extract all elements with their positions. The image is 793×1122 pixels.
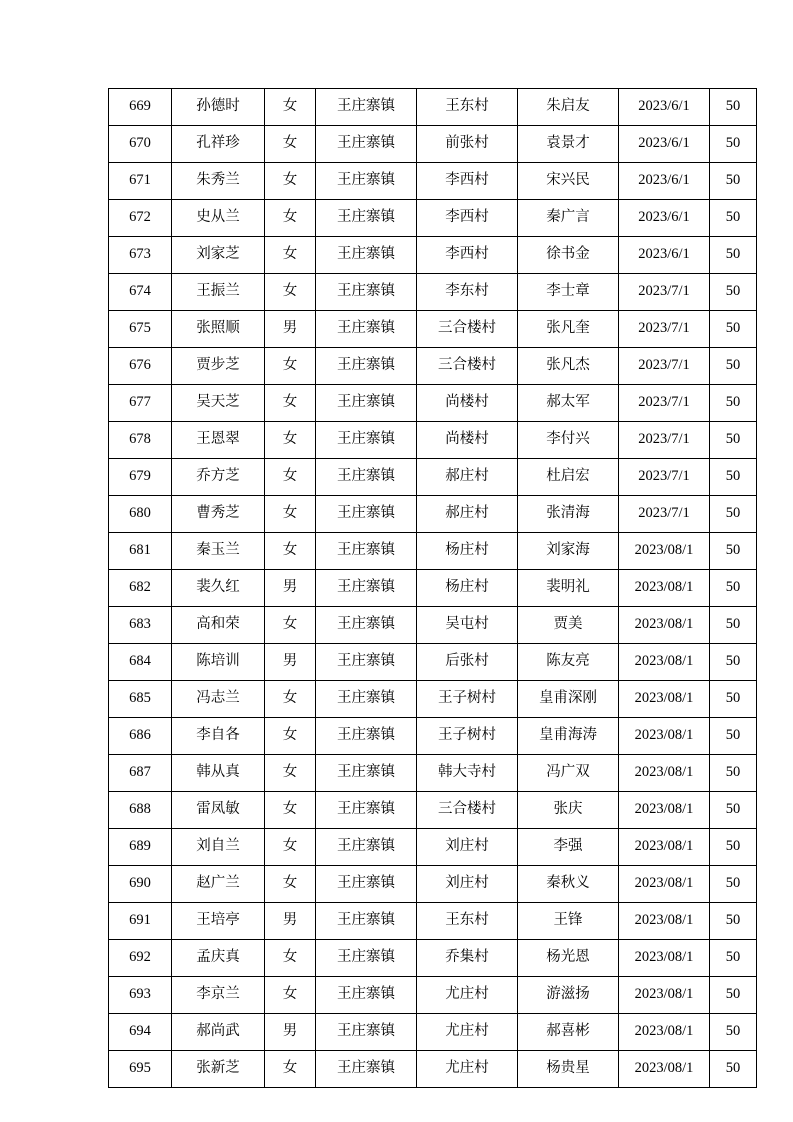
table-row <box>109 533 757 570</box>
cell-village: 王东村 <box>417 903 518 940</box>
cell-seq: 685 <box>109 681 172 718</box>
cell-seq: 678 <box>109 422 172 459</box>
cell-gender: 女 <box>265 681 316 718</box>
cell-village: 尚楼村 <box>417 422 518 459</box>
cell-date: 2023/7/1 <box>619 422 710 459</box>
table-row <box>109 496 757 533</box>
roster-table-body <box>109 89 757 1088</box>
table-row <box>109 163 757 200</box>
cell-amount: 50 <box>710 903 757 940</box>
cell-seq: 692 <box>109 940 172 977</box>
table-row <box>109 829 757 866</box>
cell-amount: 50 <box>710 163 757 200</box>
cell-gender: 男 <box>265 644 316 681</box>
cell-village: 三合楼村 <box>417 311 518 348</box>
cell-seq: 670 <box>109 126 172 163</box>
cell-seq: 671 <box>109 163 172 200</box>
table-row <box>109 570 757 607</box>
cell-name: 吴天芝 <box>172 385 265 422</box>
cell-seq: 690 <box>109 866 172 903</box>
cell-relative: 宋兴民 <box>518 163 619 200</box>
table-row <box>109 755 757 792</box>
cell-relative: 游滋扬 <box>518 977 619 1014</box>
cell-date: 2023/08/1 <box>619 903 710 940</box>
cell-date: 2023/08/1 <box>619 1051 710 1088</box>
cell-date: 2023/08/1 <box>619 644 710 681</box>
cell-seq: 676 <box>109 348 172 385</box>
cell-gender: 女 <box>265 496 316 533</box>
cell-village: 王子树村 <box>417 681 518 718</box>
roster-table <box>108 88 757 1088</box>
cell-town: 王庄寨镇 <box>316 422 417 459</box>
cell-amount: 50 <box>710 607 757 644</box>
cell-name: 裴久红 <box>172 570 265 607</box>
cell-name: 孙德时 <box>172 89 265 126</box>
cell-amount: 50 <box>710 311 757 348</box>
cell-town: 王庄寨镇 <box>316 644 417 681</box>
cell-gender: 女 <box>265 866 316 903</box>
cell-town: 王庄寨镇 <box>316 755 417 792</box>
cell-relative: 张庆 <box>518 792 619 829</box>
table-row <box>109 274 757 311</box>
cell-village: 王子树村 <box>417 718 518 755</box>
cell-relative: 王锋 <box>518 903 619 940</box>
cell-village: 尤庄村 <box>417 1014 518 1051</box>
cell-gender: 女 <box>265 126 316 163</box>
cell-name: 张新芝 <box>172 1051 265 1088</box>
cell-relative: 李付兴 <box>518 422 619 459</box>
cell-seq: 691 <box>109 903 172 940</box>
cell-amount: 50 <box>710 829 757 866</box>
cell-town: 王庄寨镇 <box>316 1014 417 1051</box>
cell-date: 2023/6/1 <box>619 163 710 200</box>
cell-seq: 681 <box>109 533 172 570</box>
cell-village: 李西村 <box>417 237 518 274</box>
cell-seq: 688 <box>109 792 172 829</box>
cell-amount: 50 <box>710 274 757 311</box>
cell-gender: 男 <box>265 570 316 607</box>
cell-gender: 男 <box>265 1014 316 1051</box>
cell-amount: 50 <box>710 681 757 718</box>
table-row <box>109 681 757 718</box>
cell-date: 2023/08/1 <box>619 681 710 718</box>
cell-gender: 女 <box>265 274 316 311</box>
cell-town: 王庄寨镇 <box>316 718 417 755</box>
cell-village: 尚楼村 <box>417 385 518 422</box>
cell-gender: 女 <box>265 829 316 866</box>
table-row <box>109 126 757 163</box>
cell-town: 王庄寨镇 <box>316 903 417 940</box>
cell-town: 王庄寨镇 <box>316 200 417 237</box>
cell-seq: 694 <box>109 1014 172 1051</box>
cell-town: 王庄寨镇 <box>316 829 417 866</box>
cell-date: 2023/6/1 <box>619 126 710 163</box>
cell-village: 杨庄村 <box>417 533 518 570</box>
cell-town: 王庄寨镇 <box>316 977 417 1014</box>
cell-name: 李京兰 <box>172 977 265 1014</box>
cell-amount: 50 <box>710 496 757 533</box>
cell-village: 刘庄村 <box>417 866 518 903</box>
cell-name: 赵广兰 <box>172 866 265 903</box>
cell-seq: 680 <box>109 496 172 533</box>
cell-relative: 陈友亮 <box>518 644 619 681</box>
cell-relative: 秦秋义 <box>518 866 619 903</box>
cell-relative: 裴明礼 <box>518 570 619 607</box>
table-row <box>109 718 757 755</box>
cell-seq: 683 <box>109 607 172 644</box>
cell-seq: 693 <box>109 977 172 1014</box>
cell-town: 王庄寨镇 <box>316 237 417 274</box>
cell-amount: 50 <box>710 385 757 422</box>
table-row <box>109 422 757 459</box>
cell-town: 王庄寨镇 <box>316 866 417 903</box>
cell-town: 王庄寨镇 <box>316 792 417 829</box>
cell-amount: 50 <box>710 237 757 274</box>
table-row <box>109 903 757 940</box>
cell-date: 2023/6/1 <box>619 200 710 237</box>
cell-village: 杨庄村 <box>417 570 518 607</box>
cell-name: 孟庆真 <box>172 940 265 977</box>
cell-name: 秦玉兰 <box>172 533 265 570</box>
cell-town: 王庄寨镇 <box>316 607 417 644</box>
cell-name: 乔方芝 <box>172 459 265 496</box>
table-row <box>109 89 757 126</box>
cell-village: 郝庄村 <box>417 496 518 533</box>
cell-date: 2023/08/1 <box>619 977 710 1014</box>
cell-amount: 50 <box>710 533 757 570</box>
cell-village: 前张村 <box>417 126 518 163</box>
cell-date: 2023/08/1 <box>619 940 710 977</box>
cell-village: 后张村 <box>417 644 518 681</box>
cell-name: 朱秀兰 <box>172 163 265 200</box>
cell-town: 王庄寨镇 <box>316 940 417 977</box>
cell-relative: 冯广双 <box>518 755 619 792</box>
table-row <box>109 1014 757 1051</box>
cell-village: 郝庄村 <box>417 459 518 496</box>
cell-name: 刘家芝 <box>172 237 265 274</box>
cell-town: 王庄寨镇 <box>316 459 417 496</box>
cell-village: 尤庄村 <box>417 1051 518 1088</box>
cell-relative: 刘家海 <box>518 533 619 570</box>
cell-town: 王庄寨镇 <box>316 311 417 348</box>
cell-date: 2023/7/1 <box>619 459 710 496</box>
cell-gender: 女 <box>265 385 316 422</box>
cell-date: 2023/08/1 <box>619 755 710 792</box>
cell-amount: 50 <box>710 866 757 903</box>
cell-seq: 695 <box>109 1051 172 1088</box>
cell-name: 张照顺 <box>172 311 265 348</box>
cell-amount: 50 <box>710 422 757 459</box>
table-row <box>109 311 757 348</box>
cell-name: 冯志兰 <box>172 681 265 718</box>
cell-village: 李东村 <box>417 274 518 311</box>
cell-amount: 50 <box>710 755 757 792</box>
cell-seq: 682 <box>109 570 172 607</box>
cell-town: 王庄寨镇 <box>316 533 417 570</box>
cell-amount: 50 <box>710 1014 757 1051</box>
cell-seq: 677 <box>109 385 172 422</box>
cell-gender: 女 <box>265 607 316 644</box>
cell-date: 2023/7/1 <box>619 496 710 533</box>
cell-town: 王庄寨镇 <box>316 496 417 533</box>
table-row <box>109 644 757 681</box>
cell-name: 高和荣 <box>172 607 265 644</box>
cell-town: 王庄寨镇 <box>316 1051 417 1088</box>
cell-date: 2023/6/1 <box>619 89 710 126</box>
cell-relative: 杜启宏 <box>518 459 619 496</box>
cell-town: 王庄寨镇 <box>316 681 417 718</box>
cell-relative: 皇甫海涛 <box>518 718 619 755</box>
cell-amount: 50 <box>710 459 757 496</box>
cell-relative: 贾美 <box>518 607 619 644</box>
table-row <box>109 792 757 829</box>
cell-relative: 皇甫深刚 <box>518 681 619 718</box>
cell-date: 2023/08/1 <box>619 866 710 903</box>
table-row <box>109 200 757 237</box>
cell-date: 2023/08/1 <box>619 792 710 829</box>
cell-village: 刘庄村 <box>417 829 518 866</box>
cell-gender: 女 <box>265 977 316 1014</box>
cell-date: 2023/08/1 <box>619 829 710 866</box>
cell-gender: 女 <box>265 163 316 200</box>
cell-name: 孔祥珍 <box>172 126 265 163</box>
cell-name: 李自各 <box>172 718 265 755</box>
cell-town: 王庄寨镇 <box>316 348 417 385</box>
cell-town: 王庄寨镇 <box>316 89 417 126</box>
cell-date: 2023/7/1 <box>619 274 710 311</box>
cell-gender: 女 <box>265 718 316 755</box>
cell-relative: 张清海 <box>518 496 619 533</box>
cell-amount: 50 <box>710 644 757 681</box>
cell-village: 李西村 <box>417 200 518 237</box>
cell-town: 王庄寨镇 <box>316 570 417 607</box>
cell-seq: 687 <box>109 755 172 792</box>
cell-gender: 女 <box>265 533 316 570</box>
cell-village: 三合楼村 <box>417 348 518 385</box>
cell-relative: 李士章 <box>518 274 619 311</box>
cell-seq: 686 <box>109 718 172 755</box>
table-row <box>109 1051 757 1088</box>
table-row <box>109 385 757 422</box>
cell-gender: 女 <box>265 89 316 126</box>
cell-seq: 674 <box>109 274 172 311</box>
cell-gender: 女 <box>265 459 316 496</box>
cell-name: 刘自兰 <box>172 829 265 866</box>
cell-relative: 杨光恩 <box>518 940 619 977</box>
cell-seq: 669 <box>109 89 172 126</box>
cell-village: 乔集村 <box>417 940 518 977</box>
cell-town: 王庄寨镇 <box>316 274 417 311</box>
cell-name: 曹秀芝 <box>172 496 265 533</box>
cell-date: 2023/08/1 <box>619 1014 710 1051</box>
cell-date: 2023/7/1 <box>619 311 710 348</box>
cell-relative: 秦广言 <box>518 200 619 237</box>
cell-gender: 女 <box>265 1051 316 1088</box>
cell-relative: 张凡奎 <box>518 311 619 348</box>
table-row <box>109 459 757 496</box>
cell-date: 2023/6/1 <box>619 237 710 274</box>
cell-name: 贾步芝 <box>172 348 265 385</box>
cell-village: 尤庄村 <box>417 977 518 1014</box>
cell-relative: 郝太军 <box>518 385 619 422</box>
cell-amount: 50 <box>710 977 757 1014</box>
cell-seq: 689 <box>109 829 172 866</box>
table-row <box>109 866 757 903</box>
cell-date: 2023/08/1 <box>619 533 710 570</box>
cell-relative: 张凡杰 <box>518 348 619 385</box>
cell-amount: 50 <box>710 570 757 607</box>
cell-gender: 女 <box>265 940 316 977</box>
cell-seq: 673 <box>109 237 172 274</box>
cell-name: 王振兰 <box>172 274 265 311</box>
cell-town: 王庄寨镇 <box>316 385 417 422</box>
table-row <box>109 940 757 977</box>
cell-gender: 女 <box>265 792 316 829</box>
cell-relative: 杨贵星 <box>518 1051 619 1088</box>
cell-date: 2023/7/1 <box>619 348 710 385</box>
cell-gender: 女 <box>265 348 316 385</box>
cell-village: 韩大寺村 <box>417 755 518 792</box>
cell-gender: 男 <box>265 903 316 940</box>
cell-village: 吴屯村 <box>417 607 518 644</box>
cell-gender: 男 <box>265 311 316 348</box>
table-row <box>109 607 757 644</box>
cell-gender: 女 <box>265 422 316 459</box>
cell-relative: 李强 <box>518 829 619 866</box>
cell-gender: 女 <box>265 200 316 237</box>
cell-name: 王培亭 <box>172 903 265 940</box>
cell-name: 郝尚武 <box>172 1014 265 1051</box>
cell-town: 王庄寨镇 <box>316 126 417 163</box>
cell-relative: 朱启友 <box>518 89 619 126</box>
cell-date: 2023/08/1 <box>619 607 710 644</box>
cell-amount: 50 <box>710 940 757 977</box>
cell-gender: 女 <box>265 237 316 274</box>
cell-village: 三合楼村 <box>417 792 518 829</box>
cell-amount: 50 <box>710 1051 757 1088</box>
table-row <box>109 977 757 1014</box>
table-row <box>109 348 757 385</box>
cell-amount: 50 <box>710 718 757 755</box>
cell-date: 2023/08/1 <box>619 718 710 755</box>
cell-seq: 684 <box>109 644 172 681</box>
cell-amount: 50 <box>710 126 757 163</box>
cell-town: 王庄寨镇 <box>316 163 417 200</box>
cell-amount: 50 <box>710 792 757 829</box>
cell-name: 韩从真 <box>172 755 265 792</box>
cell-relative: 徐书金 <box>518 237 619 274</box>
cell-amount: 50 <box>710 200 757 237</box>
table-row <box>109 237 757 274</box>
cell-village: 王东村 <box>417 89 518 126</box>
cell-village: 李西村 <box>417 163 518 200</box>
cell-amount: 50 <box>710 89 757 126</box>
cell-name: 雷凤敏 <box>172 792 265 829</box>
cell-date: 2023/7/1 <box>619 385 710 422</box>
cell-date: 2023/08/1 <box>619 570 710 607</box>
cell-seq: 679 <box>109 459 172 496</box>
cell-name: 王恩翠 <box>172 422 265 459</box>
cell-name: 陈培训 <box>172 644 265 681</box>
cell-gender: 女 <box>265 755 316 792</box>
cell-relative: 袁景才 <box>518 126 619 163</box>
cell-amount: 50 <box>710 348 757 385</box>
cell-name: 史从兰 <box>172 200 265 237</box>
cell-relative: 郝喜彬 <box>518 1014 619 1051</box>
cell-seq: 675 <box>109 311 172 348</box>
cell-seq: 672 <box>109 200 172 237</box>
